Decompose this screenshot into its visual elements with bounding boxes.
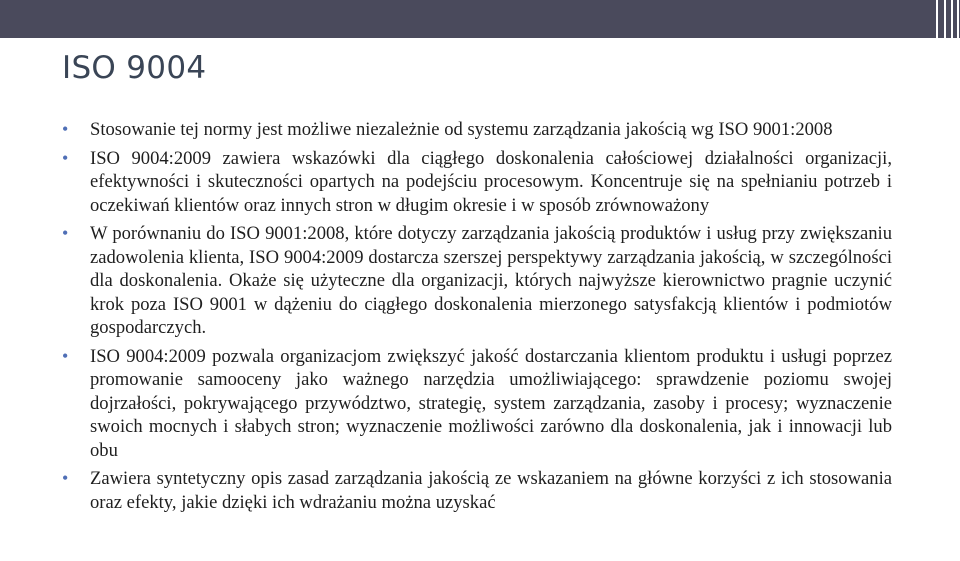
bullet-item — [62, 118, 892, 142]
bullet-text: W porównaniu do ISO 9001:2008, które dotyczy zarządzania jakością produktów i usług przy zwiększaniu zadowolenia klienta, ISO 9004:2009 dostarcza szerszej perspektywy zarządzania jakością, w szczególności dla doskonalenia. Okaże się użyteczne dla organizacji, których najwyższe kierownictwo pragnie uczynić krok poza ISO 9001 w dążeniu do ciągłego doskonalenia mierzonego satysfakcją klientów i podmiotów gospodarczych. — [90, 223, 892, 338]
bullet-item — [62, 147, 892, 218]
bullet-icon: • — [62, 223, 69, 243]
slide-title: ISO 9004 — [62, 50, 207, 86]
bullet-icon: • — [62, 147, 69, 168]
stripe-decoration — [920, 0, 960, 38]
bullet-icon: • — [62, 119, 69, 139]
bullet-text: Stosowanie tej normy jest możliwe niezależnie od systemu zarządzania jakością wg ISO 9001:2008 — [90, 119, 833, 140]
bullet-list — [62, 118, 892, 514]
bullet-text: ISO 9004:2009 zawiera wskazówki dla ciągłego doskonalenia całościowej działalności organizacji, efektywności i skuteczności opartych na podejściu procesowym. Koncentruje się na spełnianiu potrzeb i oczekiwań klientów oraz innych stron w długim okresie i w sposób zrównoważony — [90, 147, 892, 216]
bullet-text: ISO 9004:2009 pozwala organizacjom zwiększyć jakość dostarczania klientom produktu i usługi poprzez promowanie samooceny jako ważnego narzędzia umożliwiającego: sprawdzenie poziomu swojej dojrzałości, pokrywającego przywództwo, strategię, system zarządzania, zasoby i procesy; wyznaczenie swoich mocnych i słabych stron; wyznaczenie możliwości zarówno dla doskonalenia, jak i innowacji lub obu — [90, 345, 892, 461]
bullet-item — [62, 467, 892, 514]
bullet-text: Zawiera syntetyczny opis zasad zarządzania jakością ze wskazaniem na główne korzyści z ich stosowania oraz efekty, jakie dzięki ich wdrażaniu można uzyskać — [90, 468, 892, 513]
top-decorative-bar — [0, 0, 960, 38]
slide-body — [62, 118, 892, 519]
bullet-icon: • — [62, 345, 69, 366]
bullet-item — [62, 222, 892, 340]
bullet-icon: • — [62, 468, 69, 488]
bullet-item — [62, 345, 892, 463]
